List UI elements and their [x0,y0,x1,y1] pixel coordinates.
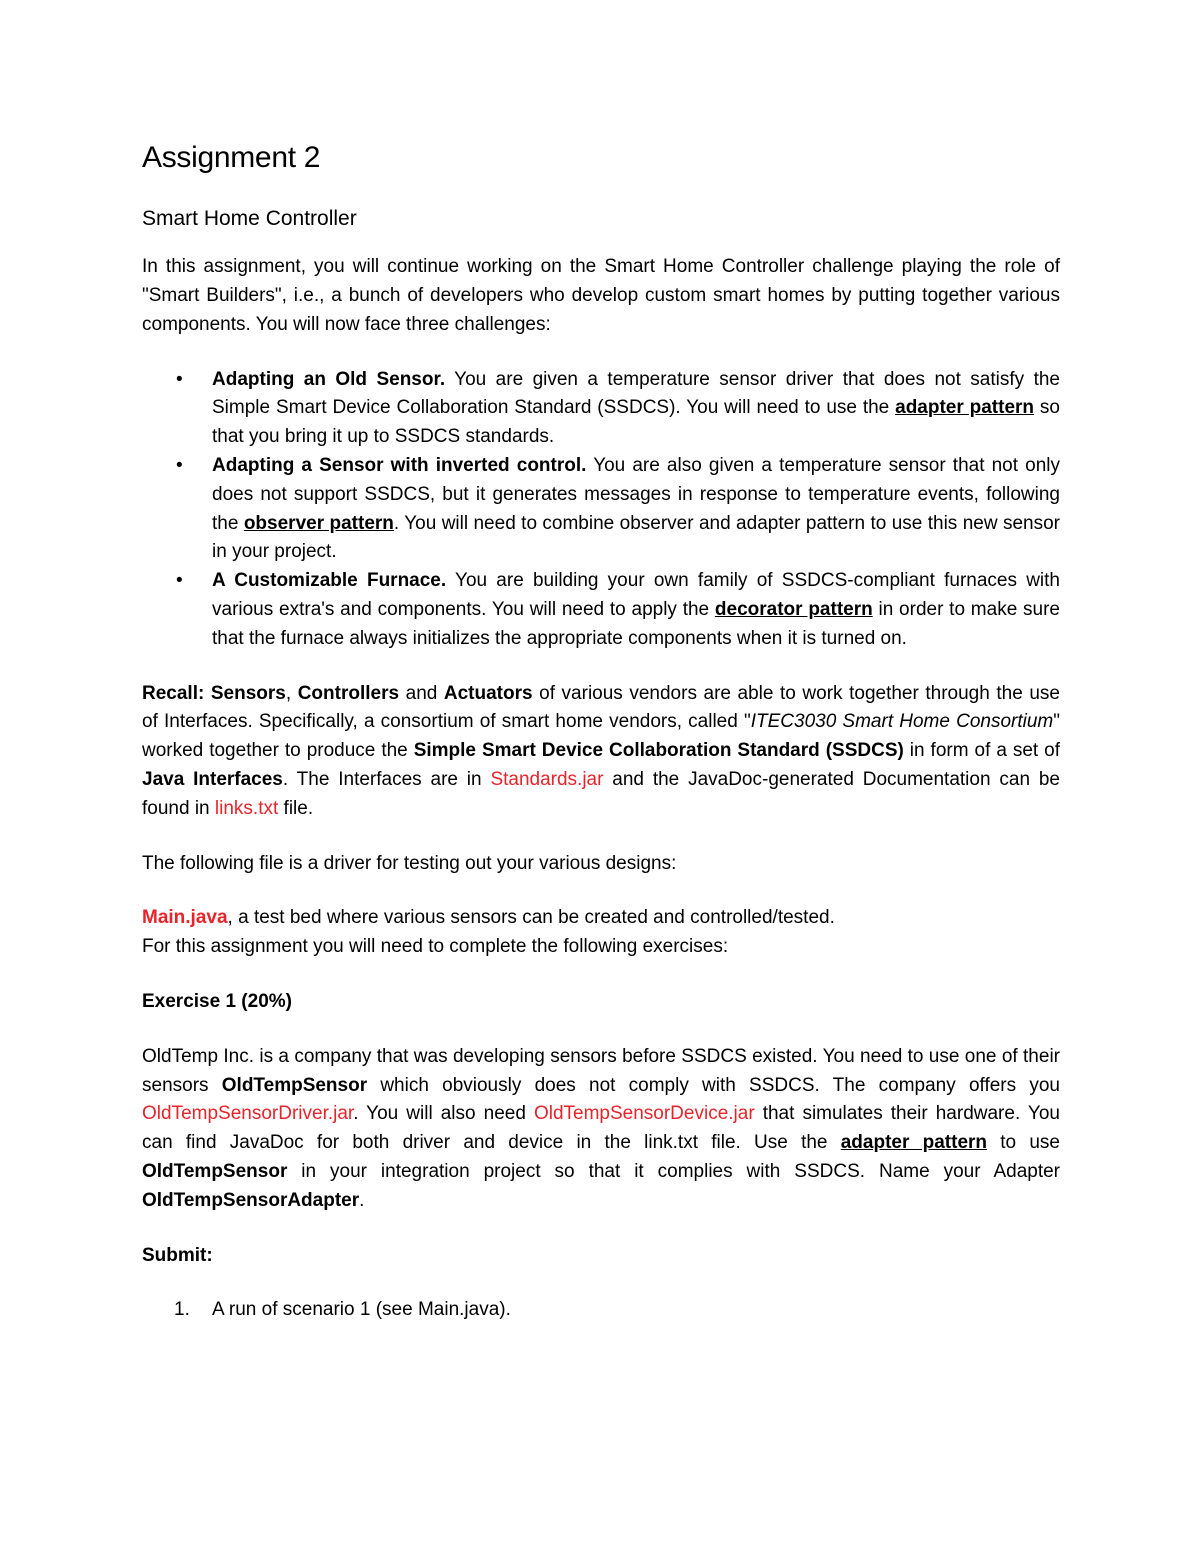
standards-jar-link[interactable]: Standards.jar [490,768,604,790]
exercise-1-paragraph: OldTemp Inc. is a company that was developing sensors before SSDCS existed. You need to use one of their sensors OldTempSensor which obviously does not comply with SSDCS. The company offers you OldTempSensorDriver.jar. You will also need OldTempSensorDevice.jar that simulates their hardware. You can find JavaDoc for both driver and device in the link.txt file. Use the adapter pattern to use OldTempSensor in your integration project so that it complies with SSDCS. Name your Adapter OldTempSensorAdapter. [142,1045,1060,1211]
challenge-item: • Adapting a Sensor with inverted control. You are also given a temperature sensor that not only does not support SSDCS, but it generates messages in response to temperature events, following the observer pattern. You will need to combine observer and adapter pattern to use this new sensor in your project. [212,452,1060,567]
challenge-title: Adapting an Old Sensor. [212,368,446,390]
device-jar-link[interactable]: OldTempSensorDevice.jar [533,1103,755,1125]
main-java-link[interactable]: Main.java [142,907,228,929]
submit-list [142,1296,1060,1325]
submit-heading: Submit: [142,1244,213,1266]
pattern-name: observer pattern [243,512,394,534]
driver-jar-link[interactable]: OldTempSensorDriver.jar [142,1103,354,1125]
document-title: Assignment 2 [142,141,321,174]
challenge-title: Adapting a Sensor with inverted control. [212,454,587,476]
pattern-name: adapter pattern [840,1132,988,1154]
main-file-line: Main.java, a test bed where various sensors can be created and controlled/tested. [142,907,835,929]
links-txt-link[interactable]: links.txt [214,797,279,819]
challenge-title: A Customizable Furnace. [212,570,447,592]
intro-paragraph: In this assignment, you will continue working on the Smart Home Controller challenge playing the role of "Smart Builders", i.e., a bunch of developers who develop custom smart homes by putting together various components. You will now face three challenges: [142,256,1060,335]
challenge-item: • A Customizable Furnace. You are building your own family of SSDCS-compliant furnaces with various extra's and components. You will need to apply the decorator pattern in order to make sure that the furnace always initializes the appropriate components when it is turned on. [212,567,1060,653]
exercise-1-heading: Exercise 1 (20%) [142,990,292,1012]
pattern-name: decorator pattern [714,598,873,620]
exercises-intro: For this assignment you will need to complete the following exercises: [142,936,729,958]
recall-paragraph: Recall: Sensors, Controllers and Actuators of various vendors are able to work together through the use of Interfaces. Specifically, a consortium of smart home vendors, called "ITEC3030 Smart Home Consortium" worked together to produce the Simple Smart Device Collaboration Standard (SSDCS) in form of a set of Java Interfaces. The Interfaces are in Standards.jar and the JavaDoc-generated Documentation can be found in links.txt file. [142,682,1060,819]
submit-item: 1. A run of scenario 1 (see Main.java). [212,1296,1060,1325]
challenge-item: • Adapting an Old Sensor. You are given a temperature sensor driver that does not satisfy the Simple Smart Device Collaboration Standard (SSDCS). You will need to use the adapter pattern so that you bring it up to SSDCS standards. [212,366,1060,452]
challenges-list [142,366,1060,654]
pattern-name: adapter pattern [895,397,1035,419]
driver-intro: The following file is a driver for testing out your various designs: [142,852,677,874]
list-number: 1. [174,1299,190,1321]
document-subtitle: Smart Home Controller [142,207,357,230]
